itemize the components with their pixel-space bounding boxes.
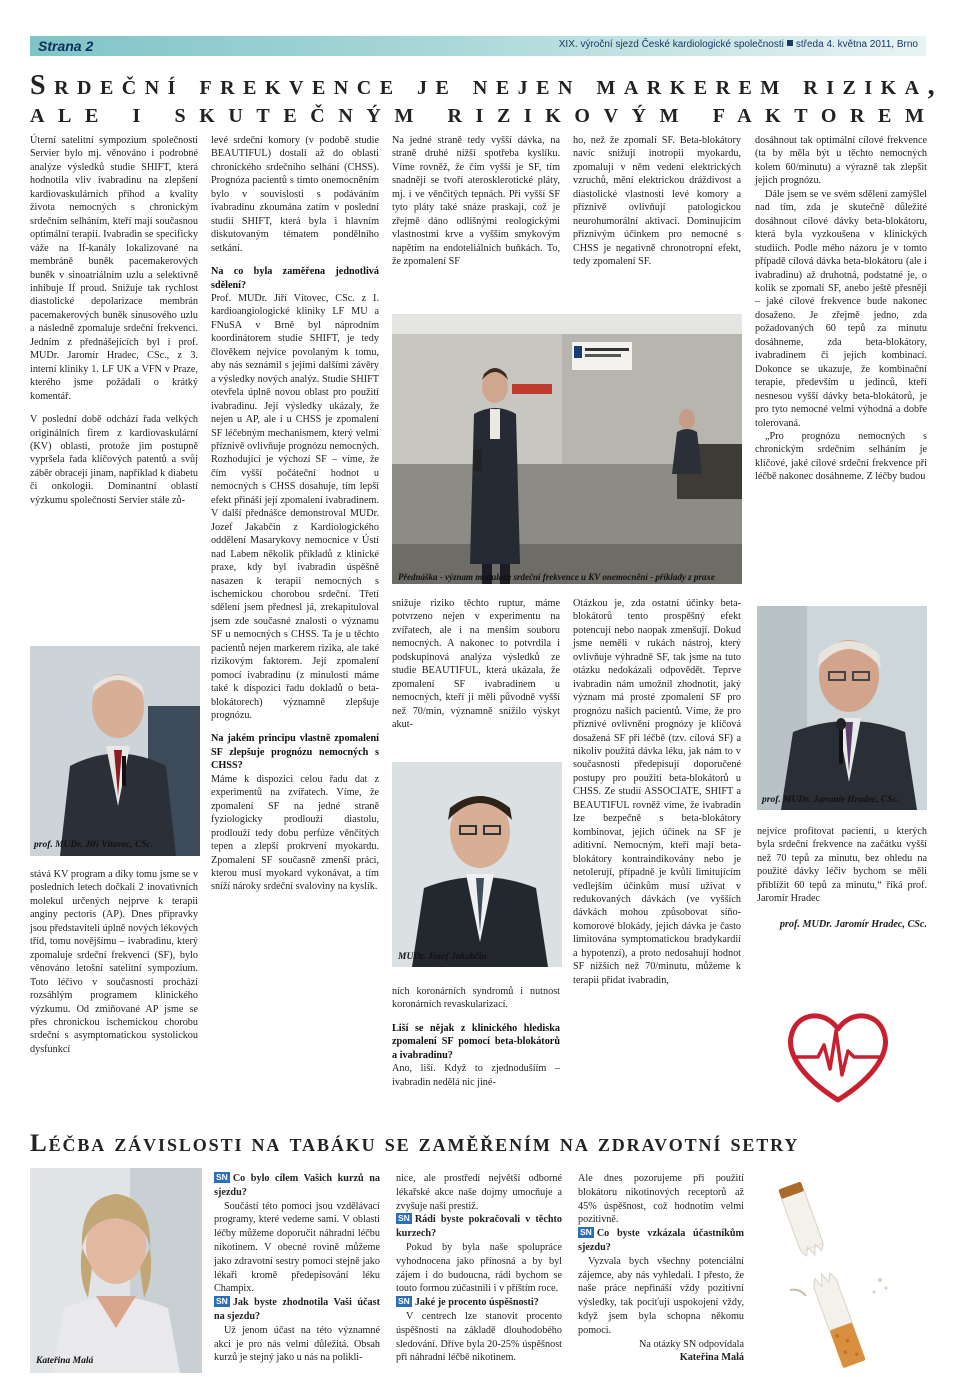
signature: prof. MUDr. Jaromír Hradec, CSc. [779, 918, 927, 930]
col5-bottom-para: nejvíce profitovat pacienti, u kterých byla srdeční frekvence na začátku vyšší než 70 tepů za minutu, bez ohledu na použité dávky léčiv bychom se měli přiblížit 60 tepů za minutu,“ říká prof. Jaromír Hradec [757, 826, 927, 905]
column-4-bottom [573, 597, 741, 987]
photo-lecture-stage [392, 314, 742, 584]
col2-para-1: levé srdeční komory (v podobě studie BEAUTIFUL) dostali až do oblasti chronického srdečního selhání (CHSS). Prognóza pacientů s tímto onemocněním bylo v souvislosti s podáváním ivabradinu zkoumána zatím v poslední studii SHIFT, která byla i hlavním diskutovaným tématem pondělního setkání. [211, 135, 379, 254]
interview-a4b: Ale dnes pozorujeme při použití blokátoru nikotinových receptorů až 45% úspěšnost, což hodnotím velmi pozitivně. [578, 1173, 744, 1226]
photo-vitovec [30, 646, 200, 856]
article-title-line2: ale i skutečným rizikovým faktorem [30, 98, 938, 129]
column-3-bottom [392, 597, 560, 732]
col5-para-3: „Pro prognózu nemocných s chronickým srdečním selháním je klíčové, jaké cílové srdeční frekvence při léčbě nakonec dosáhneme. Z léčby budou [755, 430, 927, 483]
portrait-jakabcin-image [392, 762, 562, 967]
caption-katerina: Kateřina Malá [36, 1356, 94, 1366]
interview-a3: Pokud by byla naše spolupráce vyhodnocena jako přínosná a by byl zájem i do budoucna, rádi bychom se touto formou zúčastnili i v příštím roce. [396, 1241, 562, 1295]
sn-badge: SN [216, 1172, 228, 1182]
col2-para-2: Prof. MUDr. Jiří Vítovec, CSc. z I. kardioangiologické kliniky LF MU a FNuSA v Brně byl náprodním koordinátorem studie SHIFT, je tedy člověkem nejvíce povolaným k tomu, aby nás seznámil s jejími dalšími závěry a výsledky nových analýz. Studie SHIFT otevřela úplně novou oblast pro použití ivabradinu. Její výsledky ukázaly, že nejen u AP, ale i u CHSS je zpomalení SF léčebným mechanismem, který velmi příznivě ovlivňuje prognózu nemocných. Rozhodující je výchozí SF – víme, že čím vyšší počáteční hodnot u nemocných s CHSS dosahuje, tím lepší efekt přináší její zpomalení ivabradinem. V další přednášce demonstroval MUDr. Jozef Jakabčin z Kardiologického oddělení Masarykovy nemocnice v Ústí nad Labem několik příkladů z klinické praxe, kdy byl ivabradin úspěšně nasazen k terapii nemocných s ischemickou chorobou srdeční. Třetí sdělení jsem přednesl já, zrekapituloval jsem zde současné znalosti o významu SF u nemocných s CHSS. Ta je u těchto pacientů nejen markerem rizika, ale také rizikovým faktorem. Její zpomalení pomocí ivabradinu (z minulosti máme také k dispozici řadu dokladů o beta-blokátorech) významně zlepšuje prognózu. [211, 292, 379, 722]
intro-paragraph: Úterní satelitní sympozium společnosti Servier bylo mj. věnováno i podrobné analýze výsledků studie SHIFT, která hodnotila vliv ivabradinu na zlepšení kardiovaskulárních příhod a kvality života nemocných s chronickým srdečním selháním, kteří mají současnou optimální terapii. Ivabradin se specificky váže na If-kanály lokalizované na membráně buněk pacemakerových buněk v sinoatriálním uzlu a selektivně inhibuje If proud. Snižuje tak rychlost diastolické depolarizace membrán pacemakerových buněk sinusového uzlu a následně zpomaluje srdeční frekvenci. Jedním z přednášejících byl i prof. MUDr. Jaromír Hradec, CSc., z 3. interní kliniky 1. LF UK a VFN v Praze, kterého jsme požádali o krátký komentář. [30, 135, 198, 402]
col3-bottom-para-2: ních koronárních syndromů i nutnost koronárních revaskularizací. [392, 986, 560, 1011]
column-3-bottom-continued [392, 985, 560, 1089]
caption-jakabcin: MUDr. Jozef Jakabčin [398, 952, 487, 962]
col2-para-3: Máme k dispozici celou řadu dat z experimentů na zvířatech. Víme, že zpomalení SF na jedné straně fyziologicky prodlouží diastolu, prodlouží tedy dobu perfúze věnčitých tepen a zlepší prokrvení myokardu. Zpomalení SF současně zmenší práci, kterou musí myokard vykonávat, a tím sníží nároky srdeční svaloviny na kyslík. [211, 773, 379, 893]
question-1: Na co byla zaměřena jednotlivá sdělení? [211, 266, 379, 291]
interview-q3: SN Rádi byste pokračovali v těchto kurzech? [396, 1213, 562, 1240]
column-5-bottom [757, 825, 927, 931]
event-info [559, 39, 918, 50]
event-date: středa 4. května 2011, Brno [795, 39, 918, 50]
heart-ecg-icon [778, 995, 898, 1115]
col3-bottom-para-3: Ano, liší. Když to zjednodušíím – ivabradin nedělá nic jiné- [392, 1063, 560, 1088]
sn-badge: SN [580, 1227, 592, 1238]
interview-q4: SN Jaké je procento úspěšnosti? [398, 1296, 539, 1309]
body-paragraph-continued: stává KV program a díky tomu jsme se v posledních letech dočkali 2 inovativních molekul určených nejprve k terapii anginy pectoris (AP). Dnes připravky jsou představiteli úplně nových lékových tříd, tomu novějšímu – ivabradinu, který zpomaluje srdeční frekvenci (SF), bylo věnováno letošní satelitní sympozium. Toto léčivo v současnosti prochází rozsáhlým programem klinického výzkumu. Od zmiňované AP jsme se přes chronickou ischemickou chorobu srdeční s asymptomatickou systolickou dysfunkcí [30, 869, 198, 1055]
interview-column-2 [396, 1172, 562, 1365]
column-5-top [755, 134, 927, 484]
interview-a5: Vyzvala bych všechny potenciální zájemce, aby nás vyhledali. I přesto, že naše práce nepřináší vždy pozitivní výsledky, tak pociťuji uspokojení vždy, když jsem byla schopna někomu pomoci. [578, 1255, 744, 1336]
event-name: XIX. výroční sjezd České kardiologické společnosti [558, 39, 784, 50]
question-2: Na jakém principu vlastně zpomalení SF zlepšuje prognózu nemocných s CHSS? [211, 733, 379, 772]
interview-q1: SN Co bylo cílem Vašich kurzů na sjezdu? [214, 1172, 380, 1198]
col3-bottom-para: snižuje riziko těchto ruptur, máme potvrzeno nejen v experimentu na zvířatech, ale i na menším souboru nemocných. A nakonec to potvrdila i podskupinová analýza výsledků ze studie BEAUTIFUL, která ukázala, že zpomalení SF ivabradinem u nemocných, kteří ji měli původně vyšší než 70/min, významně snížilo výskyt akut- [392, 598, 560, 731]
article2-title: Léčba závislosti na tabáku se zaměřením na zdravotní setry [30, 1130, 800, 1157]
interview-a2: Už jenom účast na této významné akci je pro nás velmi důležitá. Obsah kurzů je stejný jako u nás na polikli- [214, 1324, 380, 1364]
separator-square-icon [787, 40, 793, 46]
column-1-top [30, 134, 198, 543]
interview-q2: SN Jak byste zhodnotila Vaši účast na sjezdu? [214, 1296, 380, 1322]
caption-hradec: prof. MUDr. Jaromír Hradec, CSc. [762, 795, 900, 805]
col5-para-1: dosáhnout tak optimální cílové frekvence (ta by měla být u těchto nemocných kolem 60/minutu) a výrazně tak zlepšit jejich prognózu. [755, 135, 927, 187]
interview-a2b: nice, ale prostředí největší odborné lékařské akce naše dojmy umocňuje a zvyšuje naši prestiž. [396, 1173, 562, 1212]
column-2 [211, 134, 379, 894]
col5-para-2: Dále jsem se ve svém sdělení zamýšlel nad tím, zda je skutečně důležité dosáhnout cílové dávky beta-blokátoru, která byla vyzkoušena v klinických studiích. Podle mého názoru je v tomto případě cílová dávka beta-blokátoru (ale i ivabradinu) až druhotná, podstatné je, o kolik se zpomalí SF, anebo ještě přesněji – jaké cílové frekvence bude nakonec dosaženo. Je zřejmě jedno, zda požadovaných 60 tepů za minutu dosáhneme, zda beta-blokátory, ivabradinem či jejich kombinací. Dokonce se ukazuje, že kombinační terapie, především u jedinců, kteří nesnesou vyšší dávky beta-blokátorů, je pro tyto nemocné velmi výhodná a dobře tolerovaná. [755, 188, 927, 429]
sn-badge: SN [398, 1213, 410, 1224]
heart-ecg-logo [778, 995, 898, 1115]
interview-column-3 [578, 1172, 744, 1365]
interview-a4: V centrech lze stanovit procento úspěšnosti na základě dlouhodobého sledování. Dříve byla 20-25% úspěšnost při náhradní léčbě nikotinem. [396, 1310, 562, 1364]
caption-lecture: Přednáška - význam modulace srdeční frekvence u KV onemocnění - příklady z praxe [398, 572, 715, 582]
sn-badge: SN [216, 1296, 228, 1307]
sn-badge: SN [398, 1296, 410, 1307]
page-number: Strana 2 [38, 38, 94, 54]
portrait-hradec-image [757, 606, 927, 810]
broken-cigarette-icon [770, 1170, 930, 1370]
body-paragraph: V poslední době odchází řada velkých originálních firem z kardiovaskulární (KV) oblasti, protože jim postupně vypršela řada klíčových patentů a svůj záběr obracejí jinam, například k diabetu či onkologii. Dominantní oblastí výzkumu společnosti Servier stále zů- [30, 414, 198, 506]
column-3-top [392, 134, 560, 269]
interview-a1: Součástí této pomoci jsou vzdělávací programy, které vedeme sami. V oblasti léčby můžeme doporučit náhradní léčbu nikotinem. V obecné rovině můžeme jako zdravotní sestry pomoci stejně jako lékaři kromě předepisování léku Champix. [214, 1200, 380, 1295]
lecture-stage-image [392, 314, 742, 584]
interview-column-1 [214, 1172, 380, 1365]
portrait-katerina-image [30, 1168, 202, 1373]
credit-line: Na otázky SN odpovídala [639, 1338, 744, 1350]
photo-jakabcin [392, 762, 562, 967]
portrait-vitovec-image [30, 646, 200, 856]
caption-vitovec: prof. MUDr. Jiří Vítovec, CSc. [34, 840, 154, 850]
interview-q5: SN Co byste vzkázala účastníkům sjezdu? [578, 1227, 744, 1253]
page-header [30, 36, 926, 56]
cigarette-illustration [770, 1170, 930, 1370]
photo-katerina-mala [30, 1168, 202, 1373]
photo-hradec [757, 606, 927, 810]
column-1-bottom [30, 868, 198, 1056]
credit-name: Kateřina Malá [679, 1352, 744, 1364]
question-3: Liší se nějak z klinického hlediska zpomalení SF pomocí beta-blokátorů a ivabradinu? [392, 1022, 560, 1061]
col4-top-para: ho, než že zpomalí SF. Beta-blokátory navíc snižují inotropii myokardu, zpomalují v něm vedení elektrických vzruchů, mění elektrickou dráždivost a diastolické vlastnosti levé komory a příznivě ovlivňují patologickou neurohumorální aktivaci. Dominujícím příznivým účinkem pro nemocné s CHSS je negativně chronotropní efekt, tedy zpomalení SF. [573, 135, 741, 268]
col3-top-para: Na jedné straně tedy vyšší dávka, na straně druhé nižší spotřeba kyslíku. Víme rovněž, že čím vyšší je SF, tím snadněji se tvoří aterosklerotické pláty, mj. i ve věnčitých tepnách. Při vyšší SF tyto pláty také snáze praskají, což je zřejmě dáno odlišnými reologickými vlastnostmi krve a vyšším smykovým napětím na endoteliálních buňkách. To, že zpomalení SF [392, 135, 560, 268]
col4-bottom-para: Otázkou je, zda ostatní účinky beta-blokátorů tento prospěšný efekt potencují nebo naopak zmenšují. Dokud jsme neměli v rukách nástroj, který ovlivňuje výhradně SF, tak jsme na tuto otázku nedokázali odpovědět. Teprve ivabradin nám umožnil zhodnotit, jaký význam má prosté zpomalení SF pro prognózu našich pacientů. Víme, že pro příznivé ovlivnění prognózy je klíčová dosažená SF při léčbě (tzv. cílová SF) a nikoliv použitá dávka léku, jak nám to v současnosti předepisují doporučené postupy pro použití beta-blokátorů u CHSS. Ze studií ASSOCIATE, SHIFT a BEAUTIFUL rovněž víme, že ivabradin lze bezpečně s beta-blokátory kombinovat, jejich účinek na SF je aditivní. Nemocným, kteří mají beta-blokátory kontraindikovány nebo je netolerují, případně je kvůli limitujícím vedlejším účinkům musí užívat v redukovaných dávkách (ve vyšších dávkách mohou způsobovat síňo-komorové blokády, jejich dávka je často limitována symptomatickou bradykardií a hypotenzí), a proto nedosahují hodnot SF nižších než 70/minutu, můžeme k terapii přidat ivabradin, [573, 598, 741, 986]
column-4-top [573, 134, 741, 269]
article-title-line1: Srdeční frekvence je nejen markerem rizika, [30, 70, 944, 101]
